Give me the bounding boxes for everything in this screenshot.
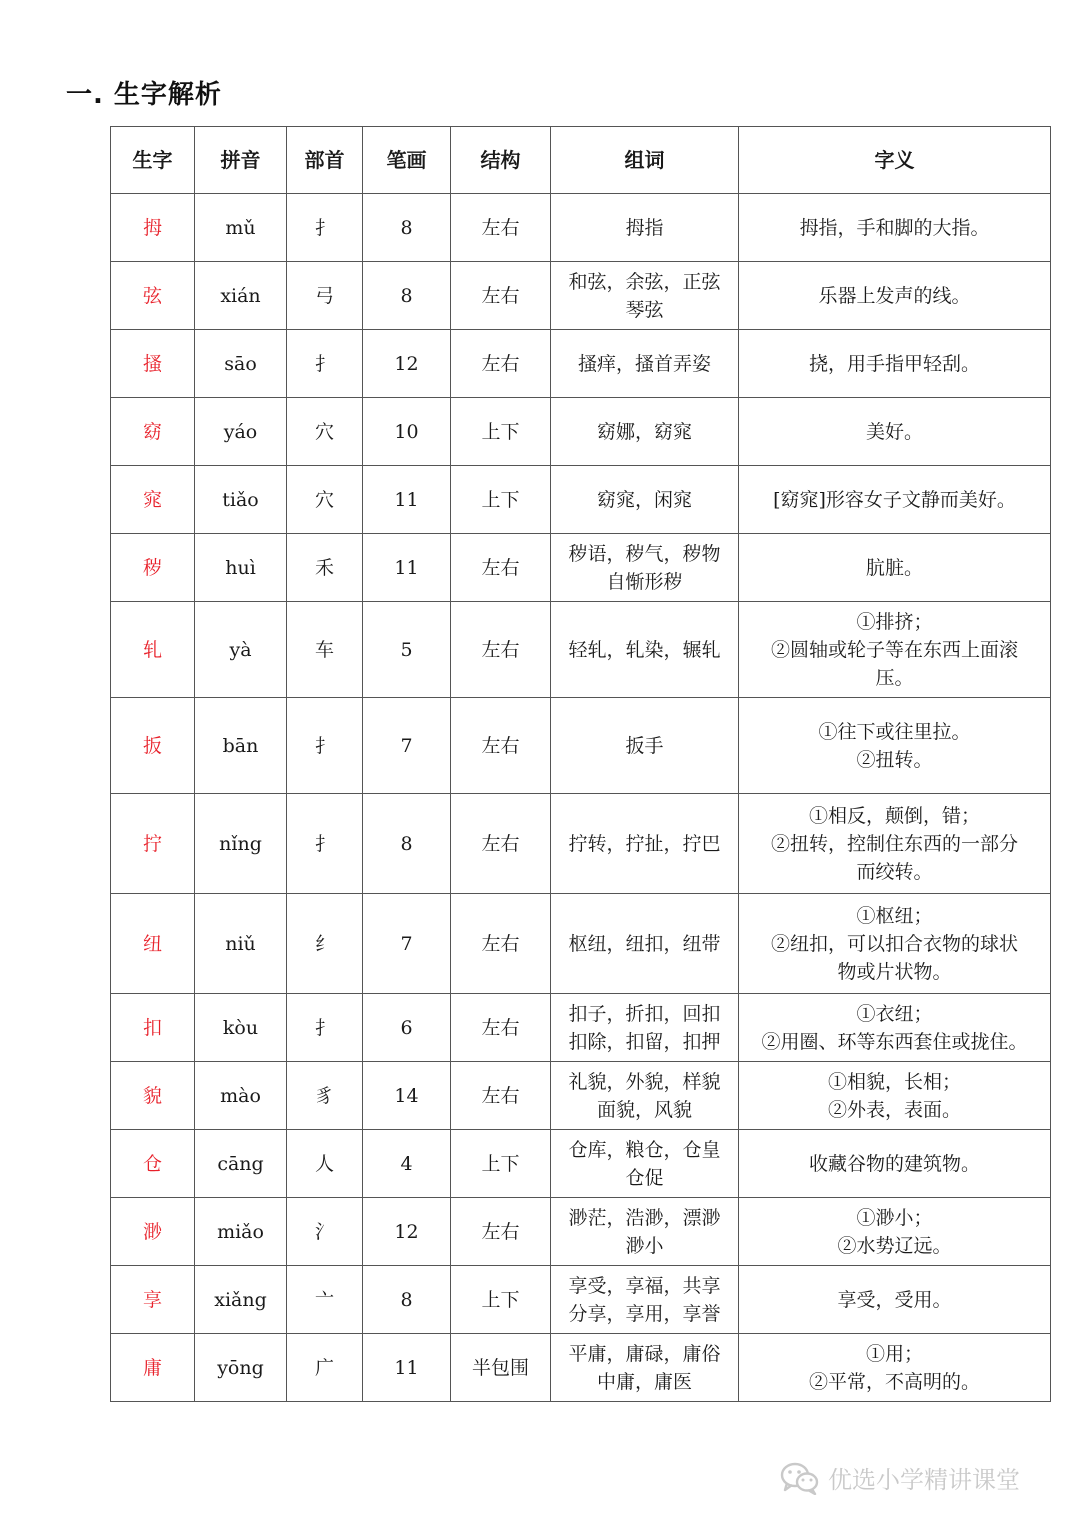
watermark: [780, 1460, 1020, 1495]
cell-char: 渺: [111, 1198, 195, 1266]
table-row: [111, 194, 1051, 262]
cell-char: 纽: [111, 894, 195, 994]
meaning-line: ②平常，不高明的。: [808, 1370, 980, 1393]
word-line: 琴弦: [625, 298, 664, 321]
cell-pinyin: xián: [195, 262, 287, 330]
cell-pinyin: yáo: [195, 398, 287, 466]
cell-strokes: 8: [363, 262, 451, 330]
cell-meaning: [739, 1130, 1051, 1198]
cell-radical: 车: [287, 602, 363, 698]
cell-structure: 左右: [451, 1198, 551, 1266]
cell-strokes: 7: [363, 894, 451, 994]
cell-words: [551, 262, 739, 330]
meaning-line: [窈窕]形容女子文静而美好。: [773, 488, 1016, 511]
table-row: [111, 1334, 1051, 1402]
cell-char: 秽: [111, 534, 195, 602]
word-line: 和弦，余弦，正弦: [568, 270, 721, 293]
character-table: [110, 126, 1051, 1402]
cell-strokes: 11: [363, 466, 451, 534]
word-line: 拧转，拧扯，拧巴: [568, 832, 721, 855]
cell-words: [551, 1062, 739, 1130]
cell-radical: 广: [287, 1334, 363, 1402]
cell-pinyin: yà: [195, 602, 287, 698]
meaning-line: ②扭转。: [856, 748, 933, 771]
word-line: 搔痒，搔首弄姿: [577, 352, 711, 375]
cell-meaning: [739, 1334, 1051, 1402]
cell-meaning: [739, 994, 1051, 1062]
cell-strokes: 14: [363, 1062, 451, 1130]
table-row: [111, 994, 1051, 1062]
cell-pinyin: yōng: [195, 1334, 287, 1402]
cell-strokes: 7: [363, 698, 451, 794]
cell-pinyin: kòu: [195, 994, 287, 1062]
header-pinyin: 拼音: [195, 127, 287, 194]
cell-words: [551, 466, 739, 534]
cell-pinyin: mào: [195, 1062, 287, 1130]
meaning-line: ②圆轴或轮子等在东西上面滚: [770, 638, 1018, 661]
cell-radical: 扌: [287, 698, 363, 794]
cell-radical: 氵: [287, 1198, 363, 1266]
cell-radical: 扌: [287, 994, 363, 1062]
table-row: [111, 466, 1051, 534]
word-line: 渺小: [625, 1234, 664, 1257]
cell-meaning: [739, 534, 1051, 602]
cell-strokes: 12: [363, 330, 451, 398]
meaning-line: ①相貌，长相；: [827, 1070, 961, 1093]
cell-strokes: 6: [363, 994, 451, 1062]
cell-pinyin: xiǎng: [195, 1266, 287, 1334]
cell-strokes: 5: [363, 602, 451, 698]
table-row: [111, 602, 1051, 698]
cell-char: 弦: [111, 262, 195, 330]
meaning-line: ①用；: [865, 1342, 923, 1365]
table-header-row: [111, 127, 1051, 194]
word-line: 窈娜，窈窕: [596, 420, 692, 443]
cell-meaning: [739, 1198, 1051, 1266]
cell-structure: 左右: [451, 1062, 551, 1130]
meaning-line: ①枢纽；: [856, 904, 933, 927]
word-line: 自惭形秽: [606, 570, 683, 593]
cell-words: [551, 1198, 739, 1266]
cell-structure: 左右: [451, 330, 551, 398]
word-line: 享受，享福，共享: [568, 1274, 721, 1297]
cell-radical: 扌: [287, 330, 363, 398]
cell-char: 拧: [111, 794, 195, 894]
meaning-line: ①衣纽；: [856, 1002, 933, 1025]
cell-pinyin: huì: [195, 534, 287, 602]
meaning-line: ②水势辽远。: [837, 1234, 952, 1257]
meaning-line: 压。: [875, 666, 914, 689]
word-line: 窈窕，闲窕: [596, 488, 692, 511]
cell-meaning: [739, 602, 1051, 698]
cell-radical: 亠: [287, 1266, 363, 1334]
cell-radical: 扌: [287, 194, 363, 262]
word-line: 扣子，折扣，回扣: [568, 1002, 721, 1025]
cell-char: 扳: [111, 698, 195, 794]
cell-pinyin: tiǎo: [195, 466, 287, 534]
meaning-line: 而绞转。: [856, 860, 933, 883]
meaning-line: 享受，受用。: [837, 1288, 952, 1311]
cell-strokes: 4: [363, 1130, 451, 1198]
meaning-line: 乐器上发声的线。: [818, 284, 971, 307]
cell-char: 窕: [111, 466, 195, 534]
word-line: 枢纽，纽扣，纽带: [568, 932, 721, 955]
cell-words: [551, 1334, 739, 1402]
cell-meaning: [739, 262, 1051, 330]
cell-structure: 上下: [451, 398, 551, 466]
word-line: 扣除，扣留，扣押: [568, 1030, 721, 1053]
cell-strokes: 11: [363, 1334, 451, 1402]
watermark-text: 优选小学精讲课堂: [828, 1466, 1020, 1494]
meaning-line: 肮脏。: [865, 556, 923, 579]
cell-words: [551, 1130, 739, 1198]
meaning-line: ②纽扣，可以扣合衣物的球状: [770, 932, 1018, 955]
meaning-line: 拇指，手和脚的大指。: [799, 216, 990, 239]
cell-radical: 弓: [287, 262, 363, 330]
cell-char: 轧: [111, 602, 195, 698]
meaning-line: ①排挤；: [856, 610, 933, 633]
table-row: [111, 1266, 1051, 1334]
cell-pinyin: mǔ: [195, 194, 287, 262]
cell-strokes: 8: [363, 794, 451, 894]
header-char: 生字: [111, 127, 195, 194]
cell-char: 窈: [111, 398, 195, 466]
table-row: [111, 698, 1051, 794]
header-meaning: 字义: [739, 127, 1051, 194]
cell-words: [551, 1266, 739, 1334]
table-row: [111, 262, 1051, 330]
table-row: [111, 1062, 1051, 1130]
cell-words: [551, 534, 739, 602]
header-strokes: 笔画: [363, 127, 451, 194]
cell-radical: 禾: [287, 534, 363, 602]
meaning-line: ②外表，表面。: [827, 1098, 961, 1121]
cell-words: [551, 794, 739, 894]
cell-structure: 左右: [451, 894, 551, 994]
cell-structure: 左右: [451, 794, 551, 894]
cell-meaning: [739, 894, 1051, 994]
meaning-line: 挠，用手指甲轻刮。: [808, 352, 980, 375]
cell-structure: 左右: [451, 262, 551, 330]
word-line: 扳手: [625, 734, 664, 757]
cell-char: 拇: [111, 194, 195, 262]
word-line: 仓促: [625, 1166, 664, 1189]
cell-structure: 左右: [451, 194, 551, 262]
table-row: [111, 1198, 1051, 1266]
cell-meaning: [739, 794, 1051, 894]
cell-meaning: [739, 1266, 1051, 1334]
header-structure: 结构: [451, 127, 551, 194]
cell-words: [551, 330, 739, 398]
cell-char: 搔: [111, 330, 195, 398]
cell-strokes: 12: [363, 1198, 451, 1266]
word-line: 平庸，庸碌，庸俗: [568, 1342, 721, 1365]
cell-pinyin: miǎo: [195, 1198, 287, 1266]
word-line: 拇指: [625, 216, 664, 239]
cell-char: 享: [111, 1266, 195, 1334]
cell-strokes: 8: [363, 194, 451, 262]
cell-char: 扣: [111, 994, 195, 1062]
cell-radical: 穴: [287, 466, 363, 534]
cell-structure: 左右: [451, 994, 551, 1062]
cell-meaning: [739, 466, 1051, 534]
cell-pinyin: bān: [195, 698, 287, 794]
table-row: [111, 894, 1051, 994]
cell-strokes: 10: [363, 398, 451, 466]
meaning-line: ①相反，颠倒，错；: [808, 804, 980, 827]
word-line: 分享，享用，享誉: [568, 1302, 721, 1325]
cell-radical: 扌: [287, 794, 363, 894]
cell-pinyin: cāng: [195, 1130, 287, 1198]
cell-char: 庸: [111, 1334, 195, 1402]
cell-strokes: 11: [363, 534, 451, 602]
word-line: 轻轧，轧染，辗轧: [568, 638, 721, 661]
table-row: [111, 534, 1051, 602]
cell-strokes: 8: [363, 1266, 451, 1334]
cell-structure: 左右: [451, 534, 551, 602]
cell-structure: 左右: [451, 602, 551, 698]
cell-words: [551, 994, 739, 1062]
word-line: 秽语，秽气，秽物: [568, 542, 721, 565]
table-row: [111, 398, 1051, 466]
word-line: 面貌，风貌: [596, 1098, 692, 1121]
meaning-line: ②扭转，控制住东西的一部分: [770, 832, 1018, 855]
section-title: 一. 生字解析: [66, 80, 222, 110]
cell-pinyin: sāo: [195, 330, 287, 398]
cell-pinyin: niǔ: [195, 894, 287, 994]
table-row: [111, 330, 1051, 398]
cell-radical: 人: [287, 1130, 363, 1198]
meaning-line: 收藏谷物的建筑物。: [808, 1152, 980, 1175]
cell-words: [551, 194, 739, 262]
cell-pinyin: nǐng: [195, 794, 287, 894]
cell-structure: 上下: [451, 1130, 551, 1198]
cell-char: 貌: [111, 1062, 195, 1130]
cell-structure: 上下: [451, 466, 551, 534]
cell-words: [551, 398, 739, 466]
cell-structure: 左右: [451, 698, 551, 794]
cell-meaning: [739, 194, 1051, 262]
cell-meaning: [739, 1062, 1051, 1130]
cell-words: [551, 602, 739, 698]
cell-structure: 上下: [451, 1266, 551, 1334]
header-words: 组词: [551, 127, 739, 194]
wechat-icon: [780, 1461, 820, 1495]
meaning-line: ①渺小；: [856, 1206, 933, 1229]
header-radical: 部首: [287, 127, 363, 194]
meaning-line: 物或片状物。: [837, 960, 952, 983]
word-line: 渺茫，浩渺，漂渺: [568, 1206, 721, 1229]
cell-meaning: [739, 698, 1051, 794]
meaning-line: ②用圈、环等东西套住或拢住。: [761, 1030, 1028, 1053]
cell-radical: 穴: [287, 398, 363, 466]
table-row: [111, 794, 1051, 894]
meaning-line: ①往下或往里拉。: [818, 720, 971, 743]
cell-char: 仓: [111, 1130, 195, 1198]
cell-radical: 豸: [287, 1062, 363, 1130]
word-line: 仓库，粮仓，仓皇: [568, 1138, 721, 1161]
cell-words: [551, 894, 739, 994]
cell-radical: 纟: [287, 894, 363, 994]
table-row: [111, 1130, 1051, 1198]
table-body: [111, 194, 1051, 1402]
cell-meaning: [739, 330, 1051, 398]
meaning-line: 美好。: [865, 420, 923, 443]
word-line: 礼貌，外貌，样貌: [568, 1070, 721, 1093]
cell-words: [551, 698, 739, 794]
cell-meaning: [739, 398, 1051, 466]
cell-structure: 半包围: [451, 1334, 551, 1402]
word-line: 中庸，庸医: [596, 1370, 692, 1393]
